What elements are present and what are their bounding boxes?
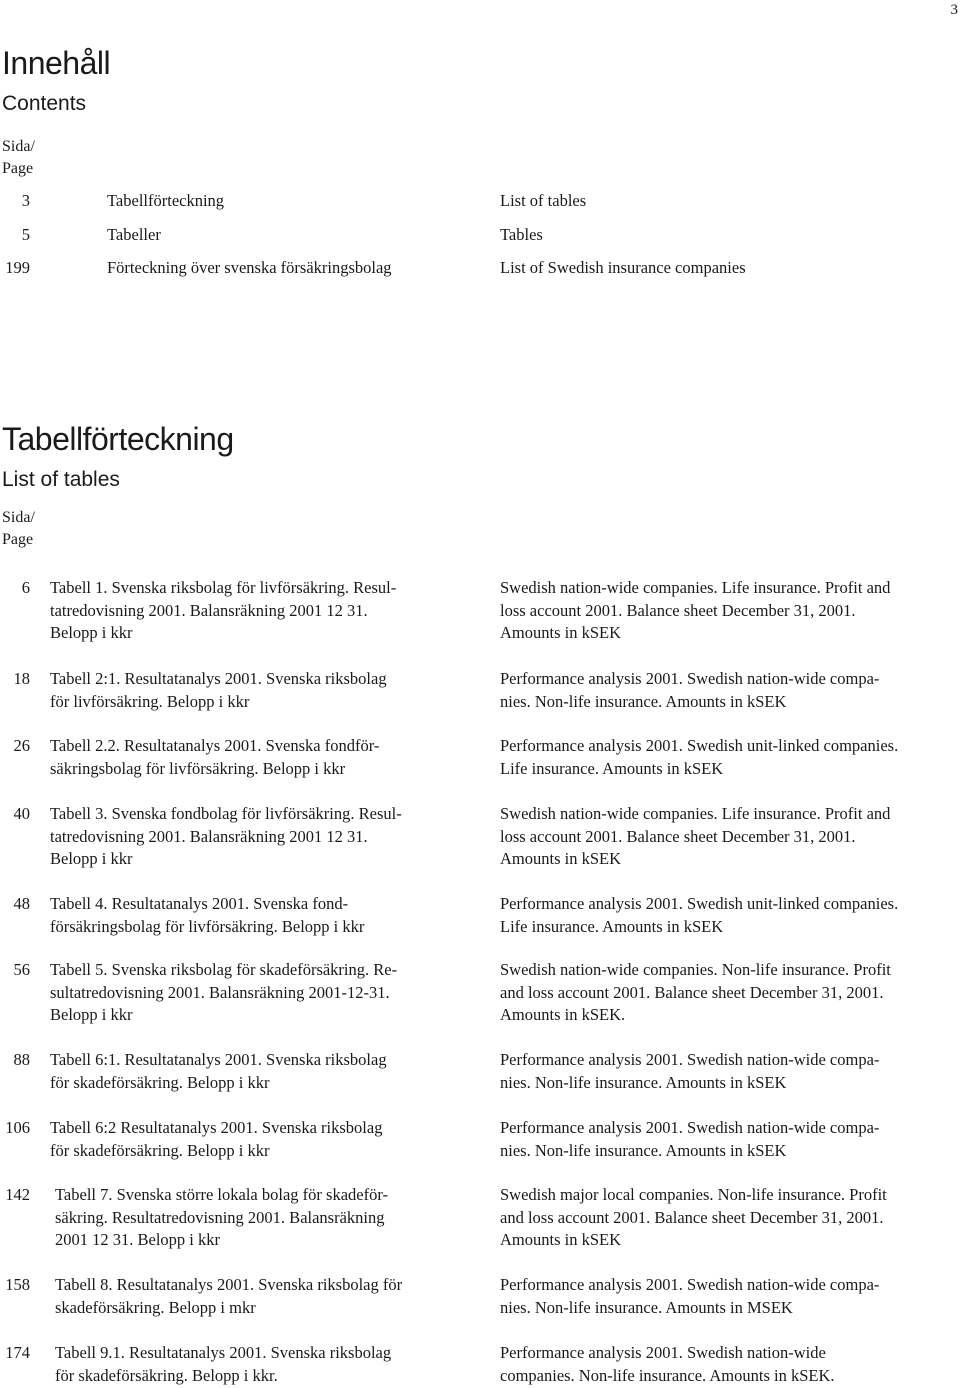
table-entry-en: Performance analysis 2001. Swedish nation-wide compa- nies. Non-life insurance. Amounts in MSEK [500,1275,880,1317]
table-entry-sv: Tabell 9.1. Resultatanalys 2001. Svenska riksbolag för skadeförsäkring. Belopp i kkr. [55,1343,392,1385]
contents-row-page: 199 [5,258,30,277]
table-entry-en: Swedish major local companies. Non-life insurance. Profit and loss account 2001. Balance sheet December 31, 2001. Amounts in kSEK [500,1185,887,1249]
table-entry-sv: Tabell 4. Resultatanalys 2001. Svenska fond- försäkringsbolag för livförsäkring. Belopp i kkr [50,894,365,936]
table-entry-en: Performance analysis 2001. Swedish nation-wide companies. Non-life insurance. Amounts in kSEK. [500,1343,835,1385]
table-entry-sv: Tabell 1. Svenska riksbolag för livförsäkring. Resul- tatredovisning 2001. Balansräkning 2001 12 31. Belopp i kkr [50,578,397,642]
table-entry-sv: Tabell 2:1. Resultatanalys 2001. Svenska riksbolag för livförsäkring. Belopp i kkr [50,669,387,711]
table-entry-en: Performance analysis 2001. Swedish nation-wide compa- nies. Non-life insurance. Amounts in kSEK [500,1050,880,1092]
table-entry-sv: Tabell 5. Svenska riksbolag för skadeförsäkring. Re- sultatredovisning 2001. Balansräkning 2001-12-31. Belopp i kkr [50,960,398,1024]
tables-subtitle: List of tables [2,468,120,491]
table-entry-page: 56 [13,960,30,979]
contents-subtitle: Contents [2,92,87,115]
table-entry-page: 106 [5,1118,30,1137]
table-entry-sv: Tabell 7. Svenska större lokala bolag för skadeför- säkring. Resultatredovisning 2001. Balansräkning 2001 12 31. Belopp i kkr [55,1185,388,1249]
tables-title: Tabellförteckning [2,421,234,457]
table-entry-page: 6 [21,578,30,597]
table-entry-page: 88 [13,1050,30,1069]
table-entry-en: Performance analysis 2001. Swedish unit-linked companies. Life insurance. Amounts in kSEK [500,894,899,936]
table-entry-sv: Tabell 3. Svenska fondbolag för livförsäkring. Resul- tatredovisning 2001. Balansräkning 2001 12 31. Belopp i kkr [50,804,402,868]
table-entry-en: Performance analysis 2001. Swedish nation-wide compa- nies. Non-life insurance. Amounts in kSEK [500,1118,880,1160]
table-entry-en: Performance analysis 2001. Swedish nation-wide compa- nies. Non-life insurance. Amounts in kSEK [500,669,880,711]
table-entry-sv: Tabell 6:2 Resultatanalys 2001. Svenska riksbolag för skadeförsäkring. Belopp i kkr [50,1118,383,1160]
contents-row-sv: Tabeller [107,225,161,244]
table-entry-page: 158 [5,1275,30,1294]
table-entry-page: 26 [13,736,30,755]
tables-page-label: Sida/ Page [2,509,35,548]
contents-row-page: 3 [21,191,30,210]
table-entry-en: Swedish nation-wide companies. Non-life insurance. Profit and loss account 2001. Balance sheet December 31, 2001. Amounts in kSEK. [500,960,891,1024]
table-entry-sv: Tabell 6:1. Resultatanalys 2001. Svenska riksbolag för skadeförsäkring. Belopp i kkr [50,1050,387,1092]
contents-row-en: List of tables [500,191,587,210]
table-entry-page: 174 [5,1343,30,1362]
table-entry-page: 40 [13,804,30,823]
table-entry-en: Swedish nation-wide companies. Life insurance. Profit and loss account 2001. Balance sheet December 31, 2001. Amounts in kSEK [500,578,891,642]
table-entry-page: 18 [13,669,30,688]
table-entry-sv: Tabell 8. Resultatanalys 2001. Svenska riksbolag för skadeförsäkring. Belopp i mkr [55,1275,403,1317]
contents-title: Innehåll [2,45,111,81]
contents-row-en: List of Swedish insurance companies [500,258,746,277]
contents-row-page: 5 [21,225,30,244]
table-entry-en: Performance analysis 2001. Swedish unit-linked companies. Life insurance. Amounts in kSEK [500,736,899,778]
table-entry-sv: Tabell 2.2. Resultatanalys 2001. Svenska fondför- säkringsbolag för livförsäkring. Belopp i kkr [50,736,380,778]
contents-row-sv: Tabellförteckning [107,191,225,210]
contents-row-en: Tables [500,225,543,244]
page-number: 3 [950,2,958,18]
table-entry-en: Swedish nation-wide companies. Life insurance. Profit and loss account 2001. Balance sheet December 31, 2001. Amounts in kSEK [500,804,891,868]
contents-row-sv: Förteckning över svenska försäkringsbolag [107,258,392,277]
table-entry-page: 142 [5,1185,30,1204]
table-entry-page: 48 [13,894,30,913]
contents-page-label: Sida/ Page [2,138,35,177]
